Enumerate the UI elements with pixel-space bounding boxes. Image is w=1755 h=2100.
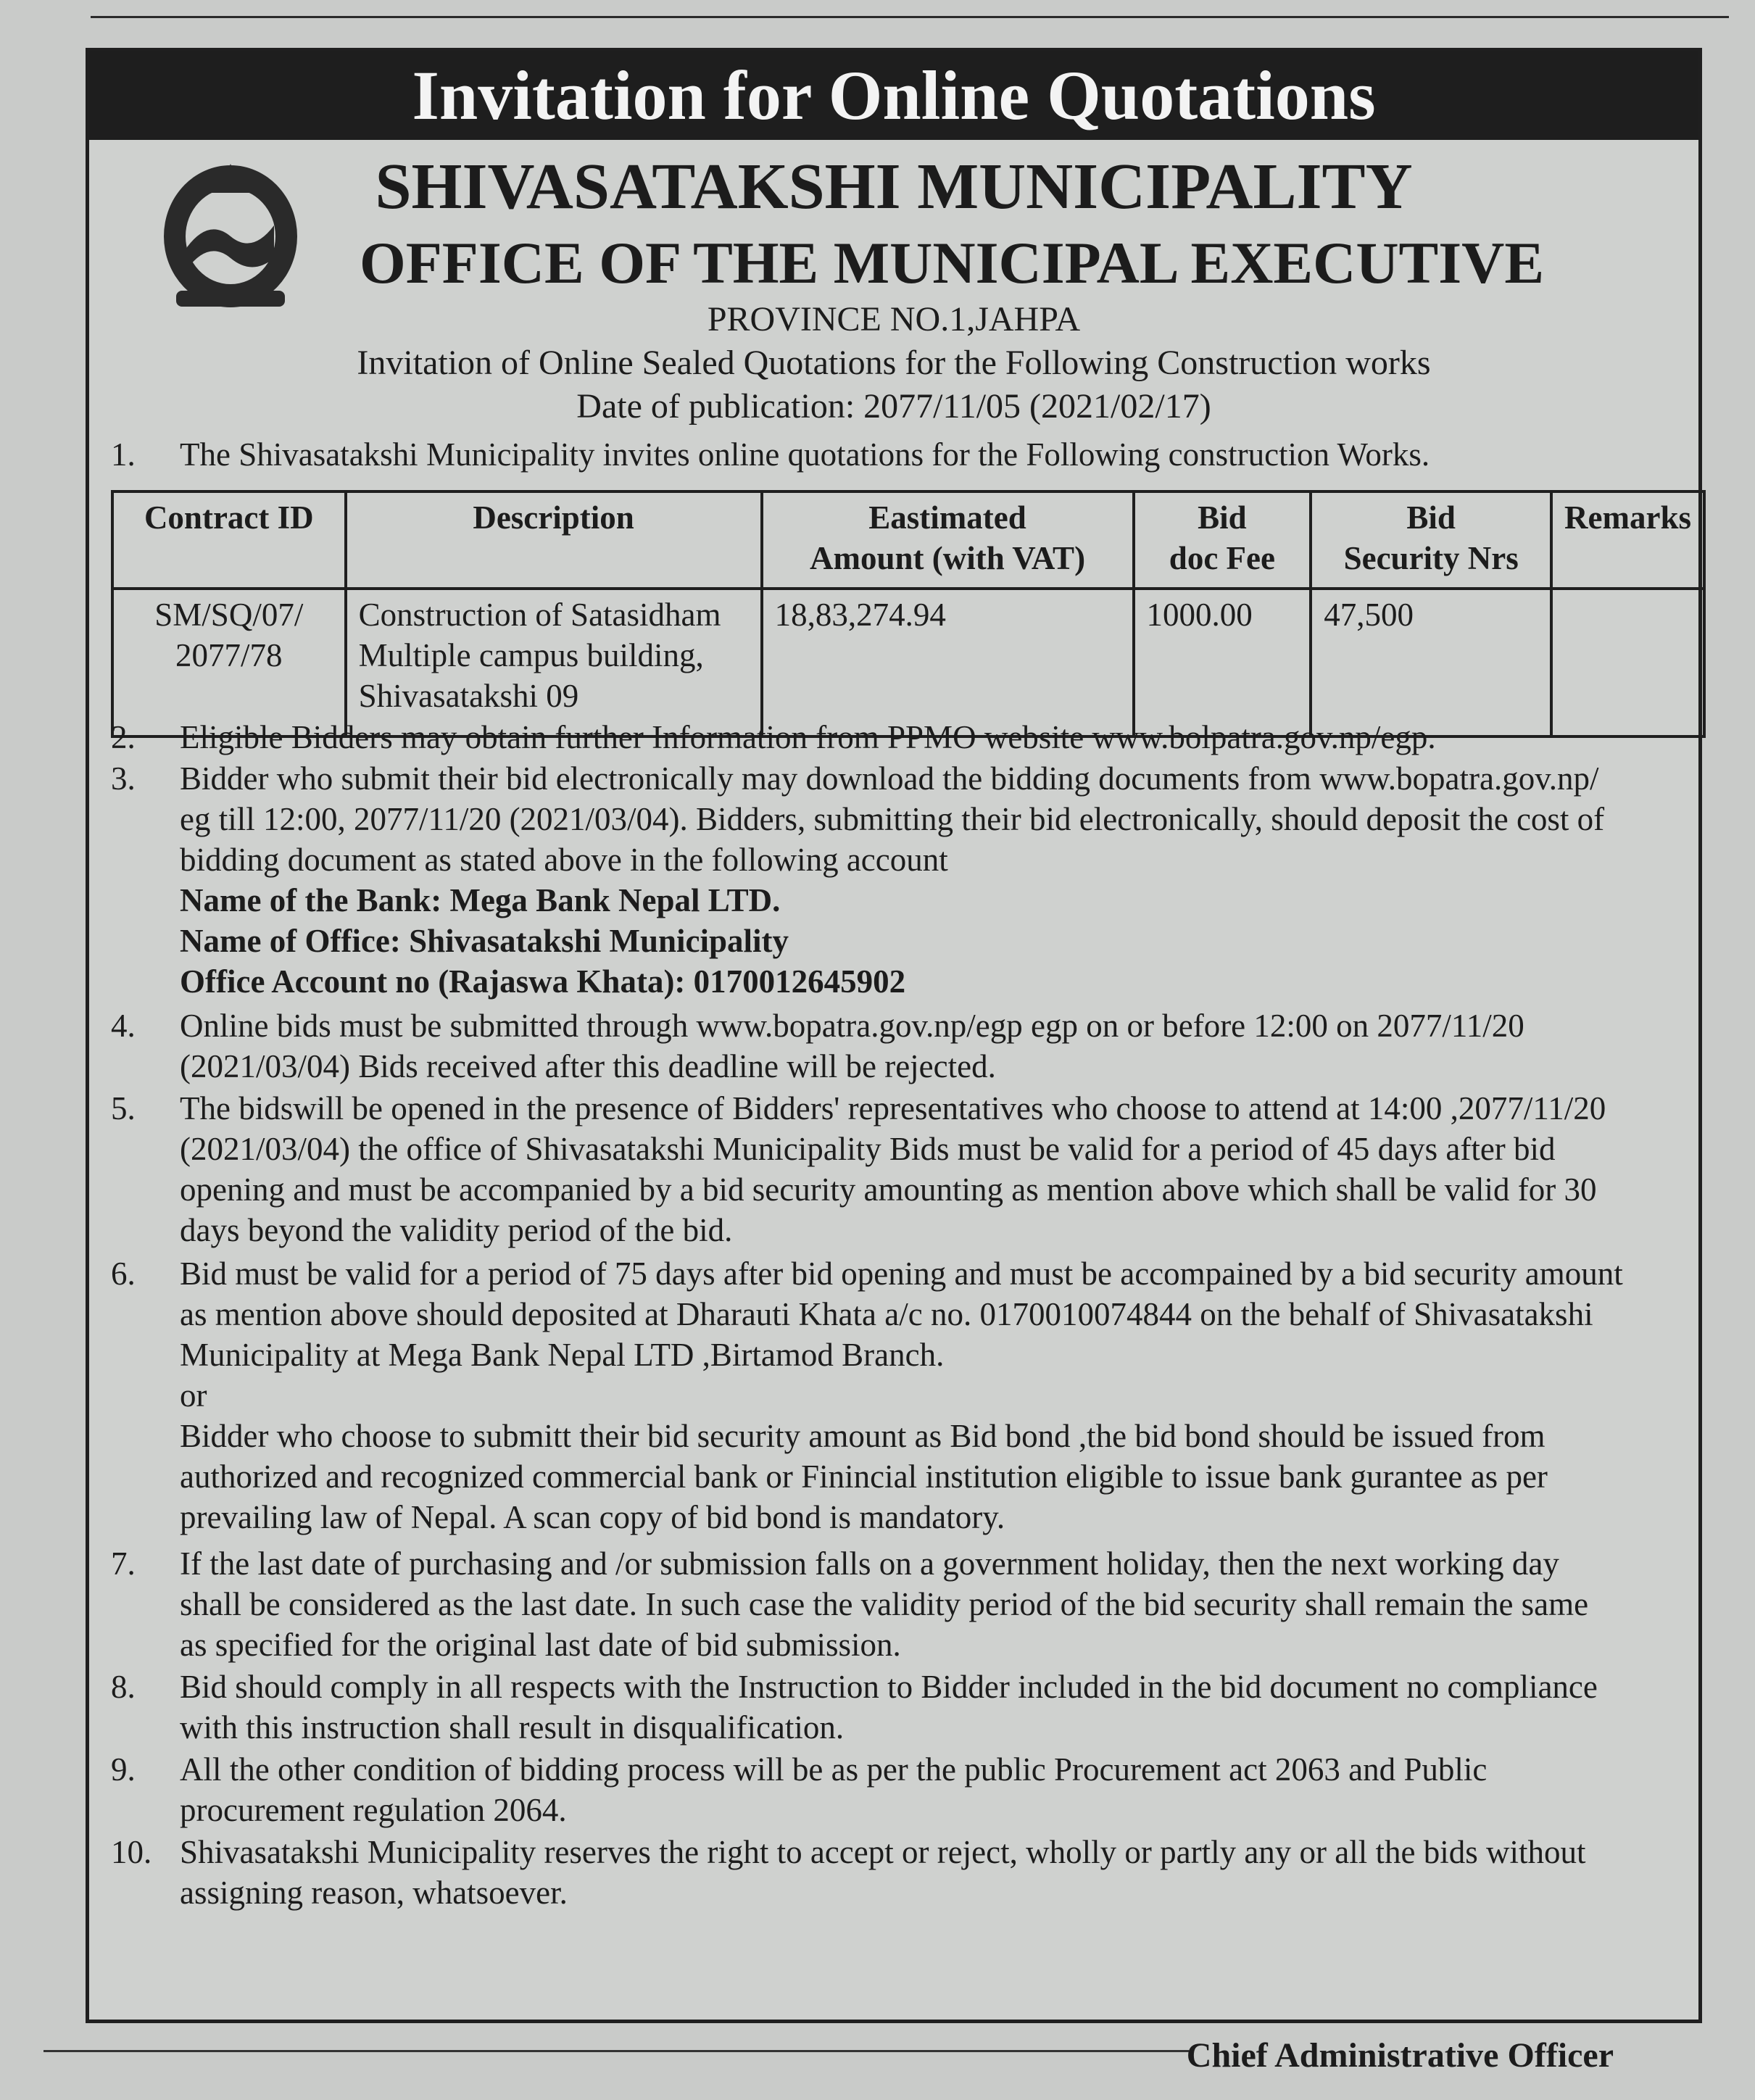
- item-text: The Shivasatakshi Municipality invites online quotations for the Following construction Works.: [180, 436, 1430, 473]
- item-text-line: All the other condition of bidding process will be as per the public Procurement act 2063 and Public: [180, 1751, 1488, 1788]
- cell-amount: 18,83,274.94: [762, 589, 1134, 736]
- item-number: 5.: [111, 1090, 136, 1126]
- item-text-line: prevailing law of Nepal. A scan copy of bid bond is mandatory.: [180, 1499, 1005, 1535]
- item-text-line: (2021/03/04) Bids received after this deadline will be rejected.: [180, 1048, 996, 1084]
- item-10-body: [180, 1832, 1586, 1913]
- item-number: 10.: [111, 1834, 152, 1870]
- contract-id-line1: SM/SQ/07/: [154, 597, 304, 633]
- cell-description: [346, 589, 762, 736]
- item-text-line: Bid must be valid for a period of 75 days after bid opening and must be accompained by a bid security amount: [180, 1256, 1623, 1292]
- header-bid-security: [1311, 491, 1551, 589]
- item-number: 4.: [111, 1008, 136, 1044]
- item-8-body: [180, 1667, 1598, 1748]
- item-text-line: as mention above should deposited at Dharauti Khata a/c no. 0170010074844 on the behalf of Shivasatakshi: [180, 1296, 1593, 1332]
- top-border-line: [91, 0, 1729, 18]
- contract-table: [111, 490, 1706, 738]
- publication-date: Date of publication: 2077/11/05 (2021/02/17): [576, 387, 1211, 426]
- header-security-line2: Security Nrs: [1343, 540, 1519, 576]
- item-number: 8.: [111, 1669, 136, 1705]
- item-text-line: Bid should comply in all respects with the Instruction to Bidder included in the bid document no compliance: [180, 1669, 1598, 1705]
- banner-title: Invitation for Online Quotations: [89, 51, 1698, 140]
- header-fee-line1: Bid: [1198, 499, 1247, 536]
- cell-contract-id: [112, 589, 346, 736]
- header-amount-line2: Amount (with VAT): [810, 540, 1086, 576]
- cell-remarks: [1551, 589, 1704, 736]
- item-7-body: [180, 1543, 1588, 1665]
- item-text-line: Shivasatakshi Municipality reserves the right to accept or reject, wholly or partly any or all the bids without: [180, 1834, 1586, 1870]
- item-text-line: assigning reason, whatsoever.: [180, 1875, 568, 1911]
- item-number: 6.: [111, 1256, 136, 1292]
- item-text-line: procurement regulation 2064.: [180, 1792, 567, 1828]
- office-name: OFFICE OF THE MUNICIPAL EXECUTIVE: [359, 230, 1545, 296]
- header-remarks: Remarks: [1551, 491, 1704, 589]
- item-text-line: The bidswill be opened in the presence of Bidders' representatives who choose to attend at 14:00 ,2077/11/20: [180, 1090, 1606, 1126]
- item-6-body: [180, 1253, 1623, 1537]
- description-line3: Shivasatakshi 09: [358, 678, 579, 714]
- item-text-line: days beyond the validity period of the bid.: [180, 1212, 733, 1248]
- item-text: Eligible Bidders may obtain further Information from PPMO website www.bolpatra.gov.np/egp.: [180, 719, 1436, 755]
- item-text-line: If the last date of purchasing and /or submission falls on a government holiday, then the next working day: [180, 1545, 1559, 1582]
- header-contract-id: Contract ID: [112, 491, 346, 589]
- table-row: [112, 589, 1704, 736]
- item-number: 3.: [111, 760, 136, 797]
- table-header-row: [112, 491, 1704, 589]
- header-amount-line1: Eastimated: [868, 499, 1026, 536]
- item-text-line: Online bids must be submitted through www.bopatra.gov.np/egp egp on or before 12:00 on 2077/11/20: [180, 1008, 1524, 1044]
- item-4-body: [180, 1005, 1524, 1087]
- item-text-line: opening and must be accompanied by a bid security amounting as mention above which shall be valid for 30: [180, 1171, 1597, 1208]
- description-line1: Construction of Satasidham: [358, 597, 721, 633]
- header-description: Description: [346, 491, 762, 589]
- item-text-line: eg till 12:00, 2077/11/20 (2021/03/04). Bidders, submitting their bid electronically, should deposit the cost of: [180, 801, 1605, 837]
- bottom-divider: [43, 2050, 1189, 2052]
- cell-fee: 1000.00: [1134, 589, 1311, 736]
- item-text-line: as specified for the original last date of bid submission.: [180, 1627, 901, 1663]
- item-text-or: or: [180, 1377, 207, 1414]
- item-text-line: authorized and recognized commercial bank or Finincial institution eligible to issue bank gurantee as per: [180, 1458, 1548, 1495]
- province-line: PROVINCE NO.1,JAHPA: [707, 300, 1081, 339]
- cell-security: 47,500: [1311, 589, 1551, 736]
- item-9-body: [180, 1749, 1487, 1830]
- signature-title: Chief Administrative Officer: [1186, 2036, 1614, 2075]
- item-text-line: with this instruction shall result in disqualification.: [180, 1709, 845, 1746]
- item-number: 2.: [111, 719, 136, 755]
- item-text-line: shall be considered as the last date. In such case the validity period of the bid security shall remain the same: [180, 1586, 1589, 1622]
- item-number: 9.: [111, 1751, 136, 1788]
- office-name-account: Name of Office: Shivasatakshi Municipality: [180, 923, 789, 959]
- item-text-line: Bidder who submit their bid electronically may download the bidding documents from www.bopatra.gov.np/: [180, 760, 1599, 797]
- municipality-name: SHIVASATAKSHI MUNICIPALITY: [375, 151, 1413, 223]
- notice-frame: [86, 48, 1702, 2023]
- contract-id-line2: 2077/78: [175, 637, 283, 673]
- header-security-line1: Bid: [1406, 499, 1456, 536]
- header-fee-line2: doc Fee: [1169, 540, 1275, 576]
- header-bid-doc-fee: [1134, 491, 1311, 589]
- office-account-number: Office Account no (Rajaswa Khata): 0170012645902: [180, 963, 906, 1000]
- item-5-body: [180, 1088, 1606, 1250]
- description-line2: Multiple campus building,: [358, 637, 704, 673]
- bank-name: Name of the Bank: Mega Bank Nepal LTD.: [180, 882, 781, 918]
- item-number: 1.: [111, 436, 136, 473]
- item-text-line: (2021/03/04) the office of Shivasatakshi Municipality Bids must be valid for a period of 45 days after bid: [180, 1131, 1556, 1167]
- item-number: 7.: [111, 1545, 136, 1582]
- item-text-line: bidding document as stated above in the following account: [180, 842, 948, 878]
- item-3-body: [180, 758, 1604, 1002]
- item-text-line: Bidder who choose to submitt their bid security amount as Bid bond ,the bid bond should be issued from: [180, 1418, 1546, 1454]
- invitation-line: Invitation of Online Sealed Quotations for the Following Construction works: [357, 344, 1431, 382]
- header-estimated-amount: [762, 491, 1134, 589]
- item-text-line: Municipality at Mega Bank Nepal LTD ,Birtamod Branch.: [180, 1337, 945, 1373]
